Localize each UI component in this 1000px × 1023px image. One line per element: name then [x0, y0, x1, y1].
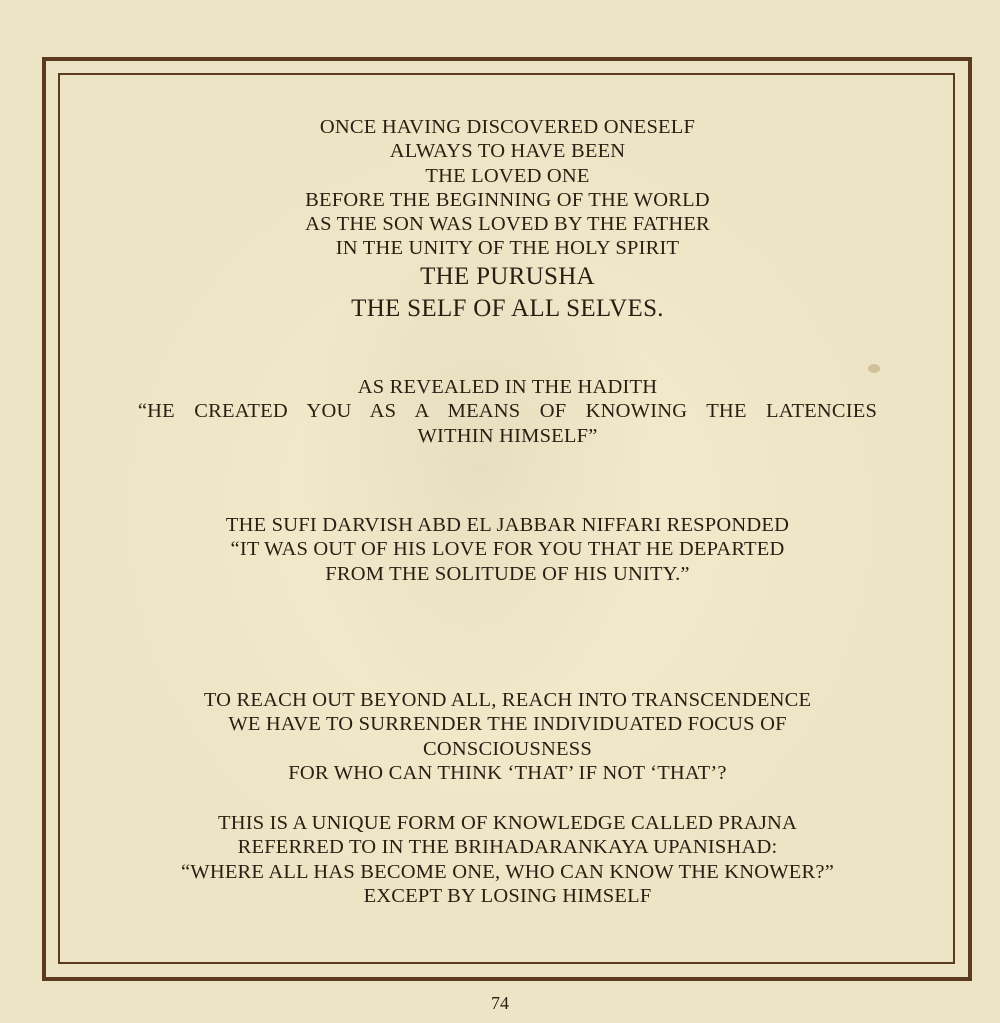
stanza-niffari [60, 513, 955, 586]
text-line: THE LOVED ONE [425, 164, 590, 187]
text-line: ONCE HAVING DISCOVERED ONESELF [319, 116, 696, 138]
text-line: AS REVEALED IN THE HADITH [357, 376, 658, 398]
quote-line: WITHIN HIMSELF” [417, 424, 598, 447]
text-line: EXCEPT BY LOSING HIMSELF [363, 884, 652, 907]
stanza-purusha [60, 115, 955, 325]
emphasis-line: THE PURUSHA [420, 262, 595, 290]
text-line: FOR WHO CAN THINK ‘THAT’ IF NOT ‘THAT’? [288, 761, 727, 784]
quote-line: “WHERE ALL HAS BECOME ONE, WHO CAN KNOW THE KNOWER?” [180, 860, 835, 883]
stanza-prajna [60, 811, 955, 908]
text-line: AS THE SON WAS LOVED BY THE FATHER [305, 213, 710, 236]
quote-line: FROM THE SOLITUDE OF HIS UNITY.” [325, 562, 690, 585]
text-line: THE SUFI DARVISH ABD EL JABBAR NIFFARI RESPONDED [225, 514, 790, 536]
text-line: IN THE UNITY OF THE HOLY SPIRIT [335, 237, 680, 260]
emphasis-line: THE SELF OF ALL SELVES. [351, 294, 664, 322]
text-line: TO REACH OUT BEYOND ALL, REACH INTO TRANSCENDENCE [203, 689, 812, 711]
text-line: ALWAYS TO HAVE BEEN [389, 140, 626, 163]
quote-line: “IT WAS OUT OF HIS LOVE FOR YOU THAT HE DEPARTED [230, 538, 785, 561]
text-line: CONSCIOUSNESS [423, 737, 592, 760]
quote-line: “HE CREATED YOU AS A MEANS OF KNOWING THE LATENCIES [137, 400, 878, 423]
text-line: REFERRED TO IN THE BRIHADARANKAYA UPANISHAD: [237, 836, 778, 859]
text-line: BEFORE THE BEGINNING OF THE WORLD [305, 188, 710, 211]
page-number: 74 [491, 993, 509, 1013]
text-line: WE HAVE TO SURRENDER THE INDIVIDUATED FOCUS OF [228, 713, 787, 736]
stanza-transcendence [60, 688, 955, 785]
text-line: THIS IS A UNIQUE FORM OF KNOWLEDGE CALLED PRAJNA [217, 812, 798, 834]
stanza-hadith [60, 375, 955, 448]
